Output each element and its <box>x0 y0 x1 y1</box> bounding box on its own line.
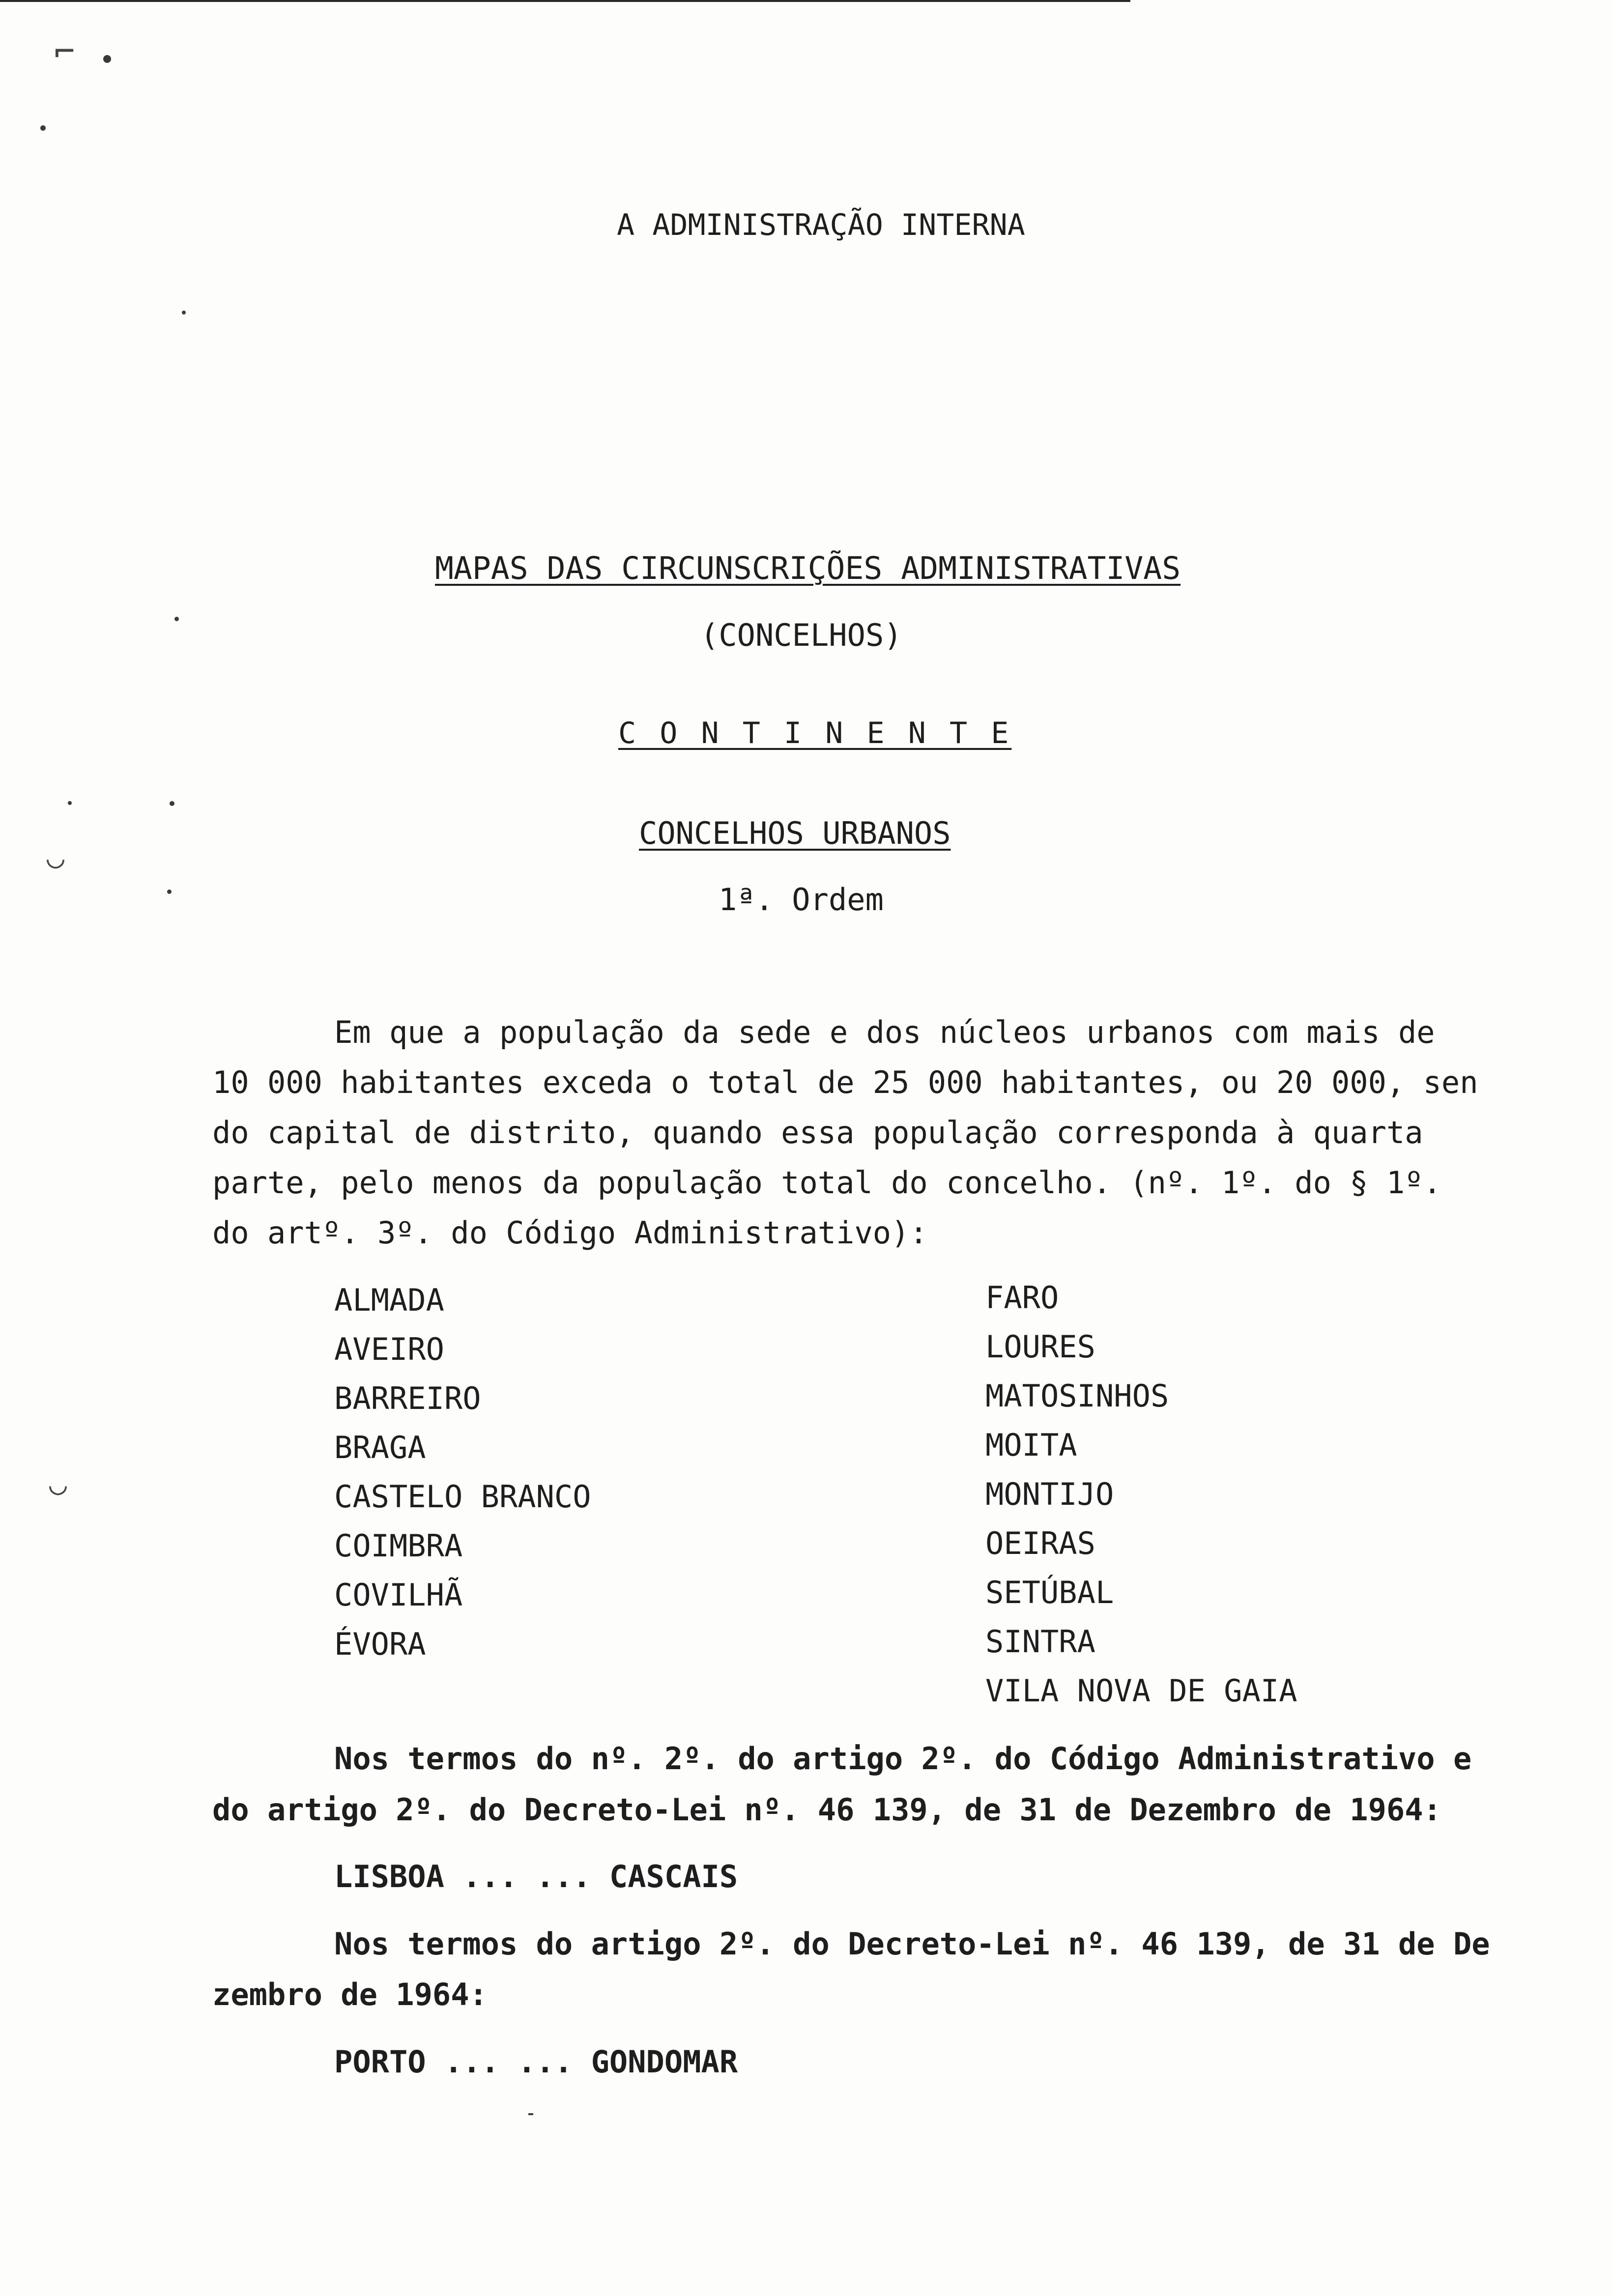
scan-speck <box>174 617 179 621</box>
list-item: MATOSINHOS <box>985 1378 1169 1414</box>
scan-speck <box>68 801 72 805</box>
scan-speck <box>528 2113 533 2115</box>
intro-line: 10 000 habitantes exceda o total de 25 000 habitantes, ou 20 000, sen <box>212 1064 1478 1100</box>
list-item: OEIRAS <box>985 1525 1095 1561</box>
list-item: ALMADA <box>334 1282 444 1318</box>
list-item: COIMBRA <box>334 1528 463 1564</box>
list-item: ÉVORA <box>334 1626 426 1662</box>
para2-line: Nos termos do nº. 2º. do artigo 2º. do Código Administrativo e <box>334 1741 1472 1777</box>
para3-line: zembro de 1964: <box>212 1977 488 2012</box>
intro-line: parte, pelo menos da população total do concelho. (nº. 1º. do § 1º. <box>212 1165 1441 1201</box>
list-item: FARO <box>985 1280 1059 1316</box>
top-rule <box>0 0 1130 2</box>
section-title: MAPAS DAS CIRCUNSCRIÇÕES ADMINISTRATIVAS <box>435 550 1181 586</box>
scan-mark: ⌐ <box>54 31 75 72</box>
list-item: SETÚBAL <box>985 1575 1114 1610</box>
page-header: A ADMINISTRAÇÃO INTERNA <box>617 208 1025 242</box>
list-item: SINTRA <box>985 1624 1095 1660</box>
intro-line: Em que a população da sede e dos núcleos urbanos com mais de <box>334 1014 1435 1050</box>
list-item: BRAGA <box>334 1430 426 1465</box>
scan-speck <box>170 801 174 806</box>
scan-mark: ◡ <box>47 840 65 875</box>
list-item: BARREIRO <box>334 1380 481 1416</box>
category-heading: CONCELHOS URBANOS <box>639 815 951 851</box>
para2-entry: LISBOA ... ... CASCAIS <box>334 1859 738 1894</box>
list-item: MONTIJO <box>985 1476 1114 1512</box>
para3-entry: PORTO ... ... GONDOMAR <box>334 2044 738 2080</box>
scan-speck <box>167 890 172 894</box>
list-item: MOITA <box>985 1427 1077 1463</box>
list-item: AVEIRO <box>334 1331 444 1367</box>
scan-speck <box>40 125 46 131</box>
order-heading: 1ª. Ordem <box>719 882 884 918</box>
list-item: CASTELO BRANCO <box>334 1479 591 1515</box>
section-subtitle: (CONCELHOS) <box>700 617 902 653</box>
para3-line: Nos termos do artigo 2º. do Decreto-Lei nº. 46 139, de 31 de De <box>334 1926 1490 1962</box>
list-item: COVILHÃ <box>334 1577 463 1613</box>
intro-line: do artº. 3º. do Código Administrativo): <box>212 1215 928 1251</box>
scan-speck <box>182 311 186 315</box>
scan-mark: ◡ <box>49 1467 67 1501</box>
list-item: VILA NOVA DE GAIA <box>985 1673 1297 1709</box>
region-heading: C O N T I N E N T E <box>618 716 1012 750</box>
list-item: LOURES <box>985 1329 1095 1365</box>
para2-line: do artigo 2º. do Decreto-Lei nº. 46 139, de 31 de Dezembro de 1964: <box>212 1792 1441 1828</box>
scan-speck <box>103 55 111 63</box>
intro-line: do capital de distrito, quando essa população corresponda à quarta <box>212 1115 1423 1150</box>
